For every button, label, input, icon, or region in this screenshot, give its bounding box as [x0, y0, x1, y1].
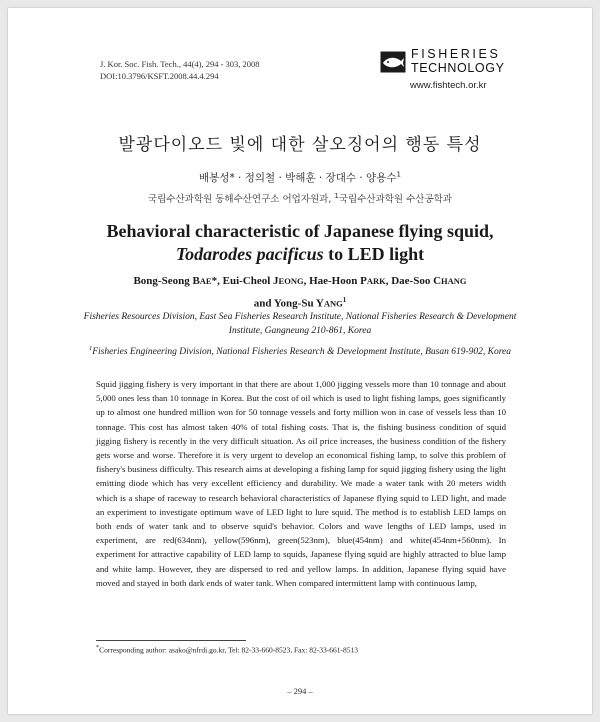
author-name-part: ARK [366, 276, 386, 286]
author-name-part: EONG [278, 276, 304, 286]
journal-header [100, 58, 260, 82]
journal-doi: DOI:10.3796/KSFT.2008.44.4.294 [100, 71, 219, 81]
page-number: – 294 – [287, 686, 313, 696]
korean-affiliation-tail: 국립수산과학원 수산공학과 [338, 194, 453, 205]
footnote-rule [96, 640, 246, 641]
author-name-part: , Dae-Soo C [385, 275, 442, 287]
footnote-marker: * [96, 644, 100, 651]
author-name-part: HANG [441, 276, 467, 286]
korean-title: 발광다이오드 빛에 대한 살오징어의 행동 특성 [118, 135, 482, 155]
english-title-line2-rest: to LED light [323, 244, 425, 264]
korean-authors [8, 170, 592, 185]
logo-line-fisheries: FISHERIES [411, 47, 501, 61]
english-affiliations [68, 310, 532, 363]
korean-affiliation [8, 191, 592, 205]
paper-page [8, 8, 592, 714]
abstract-text: Squid jigging fishery is very important in that there are about 1,000 jigging vessels more than 10 tonnage and about 5,000 ones less than 10 tonnage in Korea. But the cost of oil which is used to light fishing lamps, goes significantly up to almost one hundred million won for 50 tonnage vessels and forty million won in case of vessels less than 10 tonnage. This cost has almost taken 40% of total fishing costs. That is, the fishing business condition of squid jigging fishery is recently in the very difficult situation. As oil price increases, the business condition of the fishery gets worse and worse. Therefore it is very urgent to develop an economical fishing lamp, to solve this problem of fishery's business difficulty. This research aims at developing a fishing lamp for squid jigging fishery using the light emitting diode which has very excellent efficiency and durability. We made a water tank with 20 meters width which is a shape of raceway to research behavioral characteristics of Japanese flying squid to LED light, and made an experiment to investigate optimum wave of LED light to lure squid. The method is to establish LED lamps on both ends of water tank and to observe squid's behavior. Colors and wave lengths of LED lamps, used in experiment, are red(634nm), yellow(596nm), green(523nm), blue(454nm) and white(454nm+560nm). In experiment for attractive capability of LED lamp to squids, Japanese flying squid are highly attracted to blue lamp and white lamp. However, they are dispersed to red and yellow lamps. In addition, Japanese flying squid have moved and stayed in both dark ends of water tank. When compared intermittent lamp with continuous lamp, [96, 379, 506, 588]
affiliation-2-text: Fisheries Engineering Division, National Fisheries Research & Development Institute, Busan 619-902, Korea [92, 347, 512, 358]
english-title-line1: Behavioral characteristic of Japanese flying squid, [106, 221, 494, 241]
abstract [96, 377, 506, 590]
journal-logo [380, 48, 520, 104]
english-title-line2 [8, 243, 592, 266]
english-authors-line2-sup: 1 [342, 296, 347, 304]
footnote-text: Corresponding author: asako@nfrdi.go.kr, Tel: 82-33-660-8523, Fax: 82-33-661-8513 [99, 645, 358, 655]
affiliation-1: Fisheries Resources Division, East Sea Fisheries Research Institute, National Fisheries Research & Development Institute, Gangneung 210-861, Korea [83, 312, 517, 336]
english-authors-line2-sc: ANG [323, 298, 343, 309]
korean-affiliation-text: 국립수산과학원 동해수산연구소 어업자원과, [147, 194, 335, 205]
english-authors-line1 [8, 272, 592, 291]
english-title [8, 220, 592, 266]
korean-affiliation-sup: 1 [334, 191, 339, 200]
korean-authors-text: 배봉성* · 정의철 · 박해훈 · 장대수 · 양용수 [199, 172, 397, 184]
species-name: Todarodes pacificus [175, 244, 324, 264]
journal-url[interactable]: www.fishtech.or.kr [410, 80, 487, 91]
english-authors [8, 272, 592, 314]
journal-citation: J. Kor. Soc. Fish. Tech., 44(4), 294 - 303, 2008 [100, 59, 260, 69]
korean-authors-sup: 1 [396, 170, 401, 179]
english-authors-line2-prefix: and Yong-Su Y [253, 297, 324, 310]
affiliation-2 [68, 342, 532, 359]
footnote [96, 644, 358, 655]
affiliation-2-sup: 1 [88, 345, 93, 352]
author-name-part: , Hae-Hoon P [303, 275, 367, 287]
author-name-part: *, Eui-Cheol J [211, 275, 279, 287]
logo-line-technology: TECHNOLOGY [411, 61, 505, 75]
fish-icon [380, 51, 406, 73]
author-name-part: AE [199, 276, 212, 286]
author-name-part: Bong-Seong B [133, 275, 200, 287]
